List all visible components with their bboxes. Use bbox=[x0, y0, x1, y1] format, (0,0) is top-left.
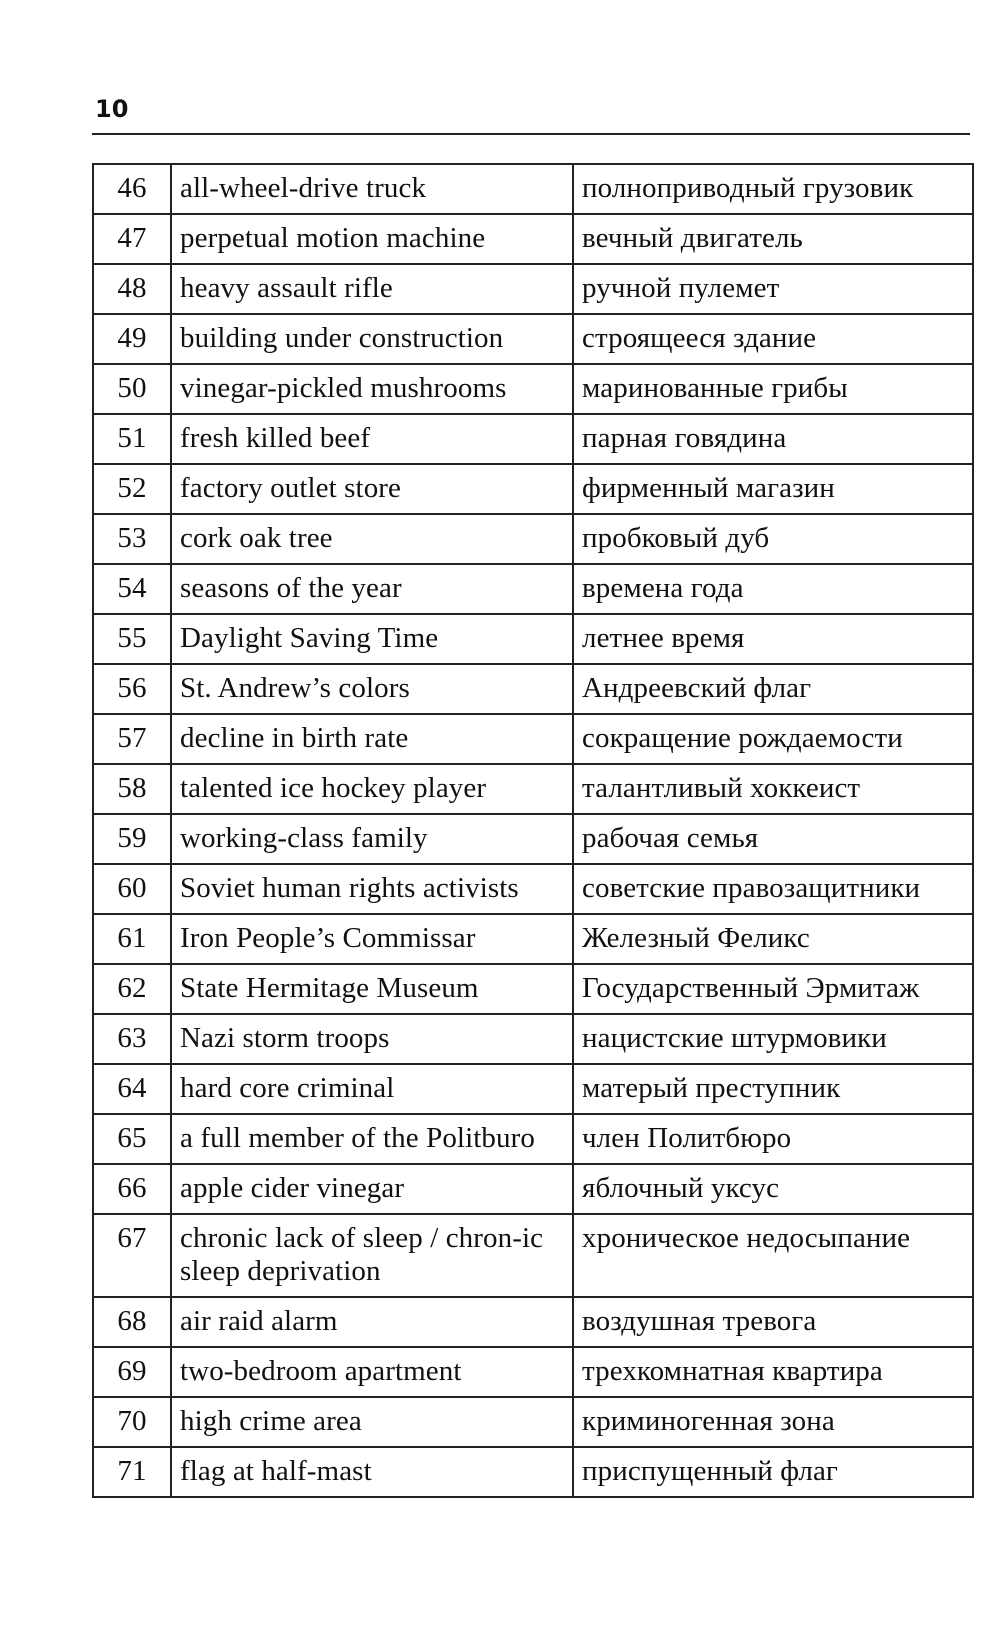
english-term: air raid alarm bbox=[171, 1297, 573, 1347]
english-term: high crime area bbox=[171, 1397, 573, 1447]
table-row bbox=[93, 314, 973, 364]
russian-translation: маринованные грибы bbox=[573, 364, 973, 414]
english-term: two-bedroom apartment bbox=[171, 1347, 573, 1397]
english-term: State Hermitage Museum bbox=[171, 964, 573, 1014]
table-row bbox=[93, 764, 973, 814]
russian-translation: пробковый дуб bbox=[573, 514, 973, 564]
row-number: 60 bbox=[93, 864, 171, 914]
russian-translation: Железный Феликс bbox=[573, 914, 973, 964]
russian-translation: летнее время bbox=[573, 614, 973, 664]
russian-translation: трехкомнатная квартира bbox=[573, 1347, 973, 1397]
row-number: 49 bbox=[93, 314, 171, 364]
english-term: seasons of the year bbox=[171, 564, 573, 614]
russian-translation: сокращение рождаемости bbox=[573, 714, 973, 764]
english-term: all-wheel-drive truck bbox=[171, 164, 573, 214]
table-row bbox=[93, 1397, 973, 1447]
table-row bbox=[93, 214, 973, 264]
header-rule bbox=[92, 133, 970, 135]
table-row bbox=[93, 1347, 973, 1397]
table-row bbox=[93, 264, 973, 314]
english-term: Daylight Saving Time bbox=[171, 614, 573, 664]
table-row bbox=[93, 1164, 973, 1214]
row-number: 56 bbox=[93, 664, 171, 714]
russian-translation: приспущенный флаг bbox=[573, 1447, 973, 1497]
table-row bbox=[93, 514, 973, 564]
row-number: 51 bbox=[93, 414, 171, 464]
table-row bbox=[93, 864, 973, 914]
row-number: 58 bbox=[93, 764, 171, 814]
row-number: 59 bbox=[93, 814, 171, 864]
row-number: 53 bbox=[93, 514, 171, 564]
english-term: flag at half-mast bbox=[171, 1447, 573, 1497]
row-number: 64 bbox=[93, 1064, 171, 1114]
english-term: chronic lack of sleep / chron-ic sleep deprivation bbox=[171, 1214, 573, 1297]
row-number: 69 bbox=[93, 1347, 171, 1397]
english-term: cork oak tree bbox=[171, 514, 573, 564]
row-number: 46 bbox=[93, 164, 171, 214]
table-row bbox=[93, 1297, 973, 1347]
row-number: 61 bbox=[93, 914, 171, 964]
english-term: Nazi storm troops bbox=[171, 1014, 573, 1064]
glossary-table bbox=[92, 163, 974, 1498]
russian-translation: советские правозащитники bbox=[573, 864, 973, 914]
row-number: 62 bbox=[93, 964, 171, 1014]
row-number: 52 bbox=[93, 464, 171, 514]
table-row bbox=[93, 164, 973, 214]
english-term: St. Andrew’s colors bbox=[171, 664, 573, 714]
table-row bbox=[93, 464, 973, 514]
english-term: decline in birth rate bbox=[171, 714, 573, 764]
russian-translation: матерый преступник bbox=[573, 1064, 973, 1114]
russian-translation: Государственный Эрмитаж bbox=[573, 964, 973, 1014]
russian-translation: вечный двигатель bbox=[573, 214, 973, 264]
russian-translation: ручной пулемет bbox=[573, 264, 973, 314]
russian-translation: строящееся здание bbox=[573, 314, 973, 364]
russian-translation: полноприводный грузовик bbox=[573, 164, 973, 214]
table-row bbox=[93, 614, 973, 664]
russian-translation: фирменный магазин bbox=[573, 464, 973, 514]
row-number: 57 bbox=[93, 714, 171, 764]
row-number: 70 bbox=[93, 1397, 171, 1447]
english-term: working-class family bbox=[171, 814, 573, 864]
english-term: a full member of the Politburo bbox=[171, 1114, 573, 1164]
table-row bbox=[93, 564, 973, 614]
row-number: 47 bbox=[93, 214, 171, 264]
page-number: 10 bbox=[95, 95, 129, 123]
russian-translation: яблочный уксус bbox=[573, 1164, 973, 1214]
table-row bbox=[93, 1064, 973, 1114]
row-number: 63 bbox=[93, 1014, 171, 1064]
table-row bbox=[93, 1014, 973, 1064]
row-number: 54 bbox=[93, 564, 171, 614]
table-row bbox=[93, 714, 973, 764]
row-number: 68 bbox=[93, 1297, 171, 1347]
russian-translation: хроническое недосыпание bbox=[573, 1214, 973, 1297]
russian-translation: времена года bbox=[573, 564, 973, 614]
table-row bbox=[93, 414, 973, 464]
english-term: talented ice hockey player bbox=[171, 764, 573, 814]
russian-translation: рабочая семья bbox=[573, 814, 973, 864]
english-term: heavy assault rifle bbox=[171, 264, 573, 314]
table-row bbox=[93, 814, 973, 864]
english-term: apple cider vinegar bbox=[171, 1164, 573, 1214]
row-number: 55 bbox=[93, 614, 171, 664]
english-term: fresh killed beef bbox=[171, 414, 573, 464]
row-number: 66 bbox=[93, 1164, 171, 1214]
row-number: 67 bbox=[93, 1214, 171, 1297]
table-row bbox=[93, 964, 973, 1014]
table-row bbox=[93, 364, 973, 414]
english-term: factory outlet store bbox=[171, 464, 573, 514]
russian-translation: талантливый хоккеист bbox=[573, 764, 973, 814]
table-row bbox=[93, 1114, 973, 1164]
russian-translation: парная говядина bbox=[573, 414, 973, 464]
table-row bbox=[93, 664, 973, 714]
english-term: perpetual motion machine bbox=[171, 214, 573, 264]
table-row bbox=[93, 1447, 973, 1497]
row-number: 48 bbox=[93, 264, 171, 314]
russian-translation: член Политбюро bbox=[573, 1114, 973, 1164]
english-term: Soviet human rights activists bbox=[171, 864, 573, 914]
english-term: hard core criminal bbox=[171, 1064, 573, 1114]
english-term: building under construction bbox=[171, 314, 573, 364]
row-number: 71 bbox=[93, 1447, 171, 1497]
russian-translation: криминогенная зона bbox=[573, 1397, 973, 1447]
russian-translation: нацистские штурмовики bbox=[573, 1014, 973, 1064]
row-number: 50 bbox=[93, 364, 171, 414]
english-term: vinegar-pickled mushrooms bbox=[171, 364, 573, 414]
table-row bbox=[93, 1214, 973, 1297]
table-row bbox=[93, 914, 973, 964]
english-term: Iron People’s Commissar bbox=[171, 914, 573, 964]
russian-translation: Андреевский флаг bbox=[573, 664, 973, 714]
row-number: 65 bbox=[93, 1114, 171, 1164]
russian-translation: воздушная тревога bbox=[573, 1297, 973, 1347]
